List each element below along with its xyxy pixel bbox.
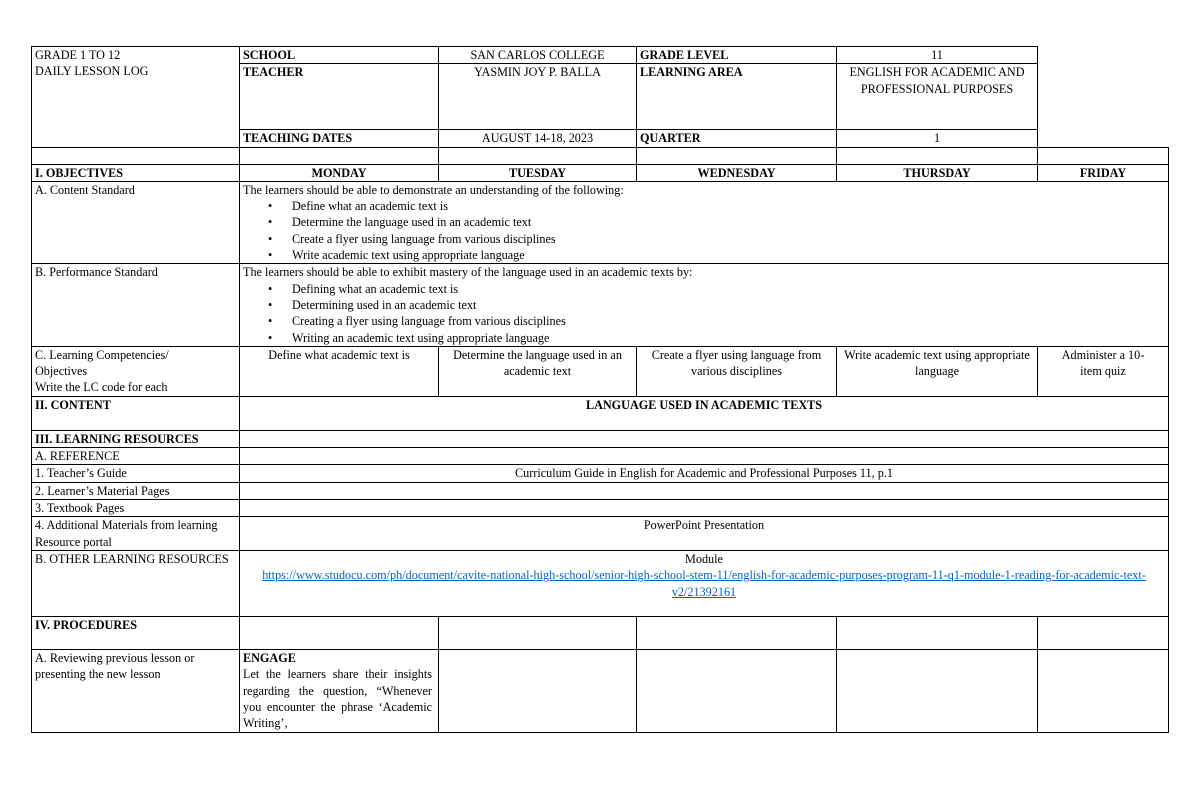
reference-row bbox=[32, 448, 1169, 465]
day-monday: MONDAY bbox=[240, 164, 439, 181]
competency-monday: Define what academic text is bbox=[240, 346, 439, 396]
teaching-dates-label: TEACHING DATES bbox=[240, 130, 439, 147]
header-row-school bbox=[32, 47, 1169, 64]
reference-label: A. REFERENCE bbox=[32, 448, 240, 465]
day-tuesday: TUESDAY bbox=[439, 164, 637, 181]
module-label: Module bbox=[685, 551, 723, 566]
grade-level-value: 11 bbox=[837, 47, 1038, 64]
list-item: • Determine the language used in an academic text bbox=[292, 214, 1165, 230]
grade-range-label: GRADE 1 TO 12 bbox=[35, 48, 121, 62]
additional-materials-value: PowerPoint Presentation bbox=[240, 517, 1169, 551]
competency-wednesday: Create a flyer using language from various disciplines bbox=[637, 346, 837, 396]
spacer-row bbox=[32, 147, 1169, 164]
teaching-dates-value: AUGUST 14-18, 2023 bbox=[439, 130, 637, 147]
content-standard-row bbox=[32, 181, 1169, 263]
teachers-guide-value: Curriculum Guide in English for Academic and Professional Purposes 11, p.1 bbox=[240, 465, 1169, 482]
quarter-value: 1 bbox=[837, 130, 1038, 147]
learners-material-label: 2. Learner’s Material Pages bbox=[32, 482, 240, 499]
content-row bbox=[32, 396, 1169, 430]
procedures-title: IV. PROCEDURES bbox=[32, 616, 240, 649]
school-value: SAN CARLOS COLLEGE bbox=[439, 47, 637, 64]
content-standard-list bbox=[243, 198, 1165, 263]
list-item: • Define what an academic text is bbox=[292, 198, 1165, 214]
daily-lesson-log-table bbox=[31, 46, 1169, 733]
competencies-label-line-3: Write the LC code for each bbox=[35, 380, 168, 395]
performance-standard-intro: The learners should be able to exhibit mastery of the language used in an academic texts by: bbox=[243, 265, 693, 280]
teachers-guide-row bbox=[32, 465, 1169, 482]
content-standard-intro: The learners should be able to demonstrate an understanding of the following: bbox=[243, 182, 624, 197]
learning-area-label: LEARNING AREA bbox=[637, 64, 837, 130]
content-value: LANGUAGE USED IN ACADEMIC TEXTS bbox=[240, 396, 1169, 430]
objectives-title: I. OBJECTIVES bbox=[32, 164, 240, 181]
competencies-label-line-2: Objectives bbox=[35, 364, 88, 379]
teacher-value: YASMIN JOY P. BALLA bbox=[439, 64, 637, 130]
module-link[interactable]: https://www.studocu.com/ph/document/cavite-national-high-school/senior-high-school-stem-11/english-for-academic-purposes-program-11-q1-module-1-reading-for-academic-text-v2/21392161 bbox=[262, 568, 1146, 599]
performance-standard-list bbox=[243, 281, 1165, 346]
performance-standard-label: B. Performance Standard bbox=[32, 264, 240, 346]
list-item: • Defining what an academic text is bbox=[292, 281, 1165, 297]
list-item: • Write academic text using appropriate language bbox=[292, 247, 1165, 263]
day-friday: FRIDAY bbox=[1038, 164, 1169, 181]
daily-lesson-log-label: DAILY LESSON LOG bbox=[35, 64, 149, 79]
content-title: II. CONTENT bbox=[32, 396, 240, 430]
performance-standard-body bbox=[240, 264, 1169, 346]
other-resources-body bbox=[240, 550, 1169, 616]
teacher-label: TEACHER bbox=[240, 64, 439, 130]
content-standard-body bbox=[240, 181, 1169, 263]
engage-text: Let the learners share their insights regarding the question, “Whenever you encounter the phrase ‘Academic Writing’, bbox=[243, 667, 432, 731]
engage-title: ENGAGE bbox=[243, 650, 296, 665]
teachers-guide-label: 1. Teacher’s Guide bbox=[32, 465, 240, 482]
day-wednesday: WEDNESDAY bbox=[637, 164, 837, 181]
engage-cell bbox=[240, 649, 439, 732]
objectives-header-row bbox=[32, 164, 1169, 181]
competencies-label bbox=[32, 346, 240, 396]
list-item: • Determining used in an academic text bbox=[292, 297, 1165, 313]
textbook-row bbox=[32, 500, 1169, 517]
school-label: SCHOOL bbox=[240, 47, 439, 64]
resources-header-row bbox=[32, 430, 1169, 447]
list-item: • Writing an academic text using appropriate language bbox=[292, 330, 1165, 346]
other-resources-label: B. OTHER LEARNING RESOURCES bbox=[32, 550, 240, 616]
learners-material-row bbox=[32, 482, 1169, 499]
list-item: • Creating a flyer using language from various disciplines bbox=[292, 313, 1165, 329]
review-lesson-label: A. Reviewing previous lesson or presenting the new lesson bbox=[32, 649, 240, 732]
competencies-label-line-1: C. Learning Competencies/ bbox=[35, 347, 169, 362]
review-lesson-row bbox=[32, 649, 1169, 732]
day-thursday: THURSDAY bbox=[837, 164, 1038, 181]
list-item: • Create a flyer using language from various disciplines bbox=[292, 231, 1165, 247]
procedures-header-row bbox=[32, 616, 1169, 649]
grade-level-label: GRADE LEVEL bbox=[637, 47, 837, 64]
competency-tuesday: Determine the language used in an academic text bbox=[439, 346, 637, 396]
resources-title: III. LEARNING RESOURCES bbox=[32, 430, 240, 447]
performance-standard-row bbox=[32, 264, 1169, 346]
additional-materials-label: 4. Additional Materials from learning Resource portal bbox=[32, 517, 240, 551]
competency-thursday: Write academic text using appropriate language bbox=[837, 346, 1038, 396]
competencies-row bbox=[32, 346, 1169, 396]
content-standard-label: A. Content Standard bbox=[32, 181, 240, 263]
learning-area-value: ENGLISH FOR ACADEMIC AND PROFESSIONAL PURPOSES bbox=[837, 64, 1038, 130]
other-resources-row bbox=[32, 550, 1169, 616]
log-title-cell bbox=[32, 47, 240, 148]
additional-materials-row bbox=[32, 517, 1169, 551]
competency-friday: Administer a 10-item quiz bbox=[1038, 346, 1169, 396]
quarter-label: QUARTER bbox=[637, 130, 837, 147]
textbook-label: 3. Textbook Pages bbox=[32, 500, 240, 517]
